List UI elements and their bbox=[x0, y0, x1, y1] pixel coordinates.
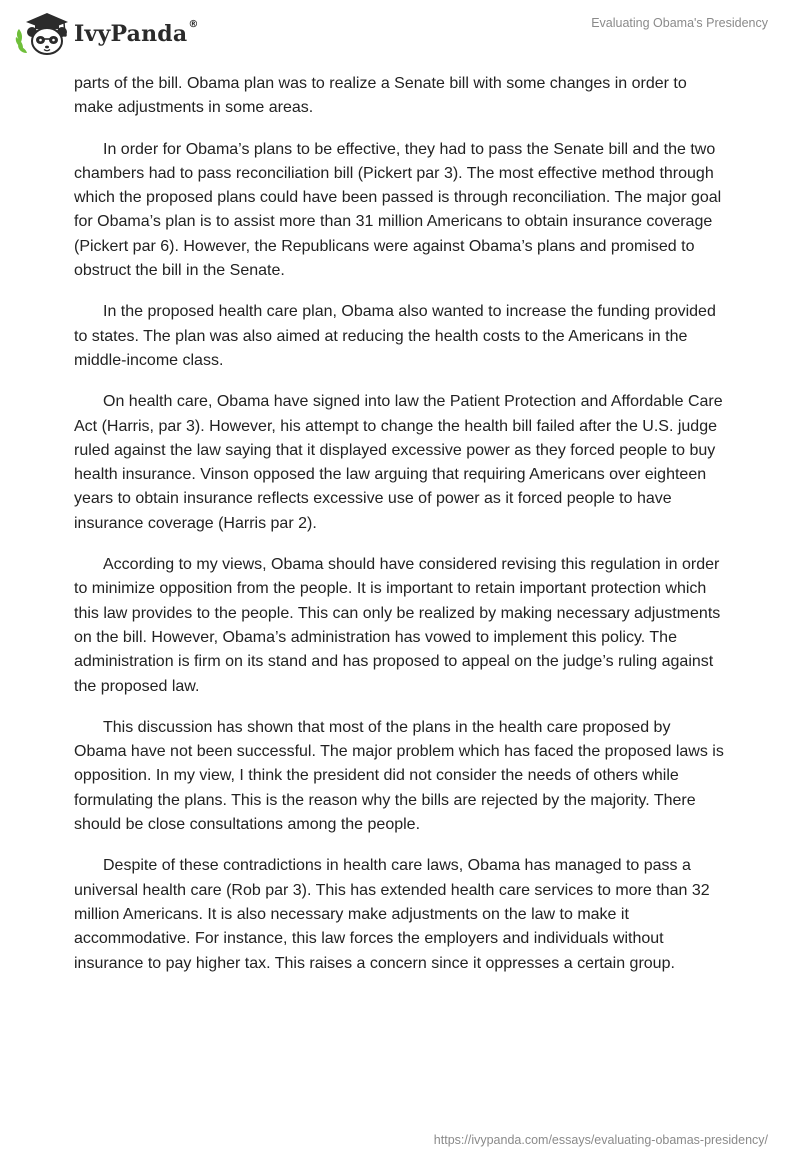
paragraph: According to my views, Obama should have considered revising this regulation in order to minimize opposition from the people. It is important to retain important protection which this law provides to the people. This can only be realized by making necessary adjustments on the bill. However, Obama’s administration has vowed to implement this policy. The administration is firm on its stand and has proposed to appeal on the judge’s ruling against the proposed law. bbox=[74, 556, 721, 695]
registered-mark: ® bbox=[188, 18, 199, 30]
panda-graduate-icon bbox=[14, 8, 70, 58]
document-title: Evaluating Obama's Presidency bbox=[591, 16, 768, 30]
page-header bbox=[0, 0, 800, 70]
ivypanda-logo[interactable] bbox=[14, 8, 198, 58]
paragraph: On health care, Obama have signed into law the Patient Protection and Affordable Care Act (Harris, par 3). However, his attempt to change the health bill failed after the U.S. judge ruled against the law saying that it displayed excessive power as they forced people to buy health insurance. Vinson opposed the law arguing that requiring Americans over eighteen years to obtain insurance reflects excessive use of power as it forced people to have insurance coverage (Harris par 2). bbox=[74, 393, 723, 532]
paragraph-continued: parts of the bill. Obama plan was to realize a Senate bill with some changes in order to make adjustments in some areas. bbox=[74, 75, 687, 117]
paragraph: This discussion has shown that most of the plans in the health care proposed by Obama have not been successful. The major problem which has faced the proposed laws is opposition. In my view, I think the president did not consider the needs of others while formulating the plans. This is the reason why the bills are rejected by the majority. There should be close consultations among the people. bbox=[74, 718, 724, 834]
source-url[interactable]: https://ivypanda.com/essays/evaluating-obamas-presidency/ bbox=[433, 1133, 768, 1147]
logo-wordmark: IvyPanda bbox=[74, 21, 188, 47]
essay-body bbox=[74, 72, 726, 993]
paragraph: In order for Obama’s plans to be effective, they had to pass the Senate bill and the two chambers had to pass reconciliation bill (Pickert par 3). The most effective method through which the proposed plans could have been passed is through reconciliation. The major goal for Obama’s plan is to assist more than 31 million Americans to obtain insurance coverage (Pickert par 6). However, the Republicans were against Obama’s plans and promised to obstruct the bill in the Senate. bbox=[74, 140, 722, 280]
paragraph: Despite of these contradictions in health care laws, Obama has managed to pass a universal health care (Rob par 3). This has extended health care services to more than 32 million Americans. It is also necessary make adjustments on the law to make it accommodative. For instance, this law forces the employers and individuals without insurance to pay higher tax. This raises a concern since it oppresses a certain group. bbox=[74, 857, 710, 972]
paragraph: In the proposed health care plan, Obama also wanted to increase the funding provided to states. The plan was also aimed at reducing the health costs to the Americans in the middle-income class. bbox=[74, 303, 716, 369]
